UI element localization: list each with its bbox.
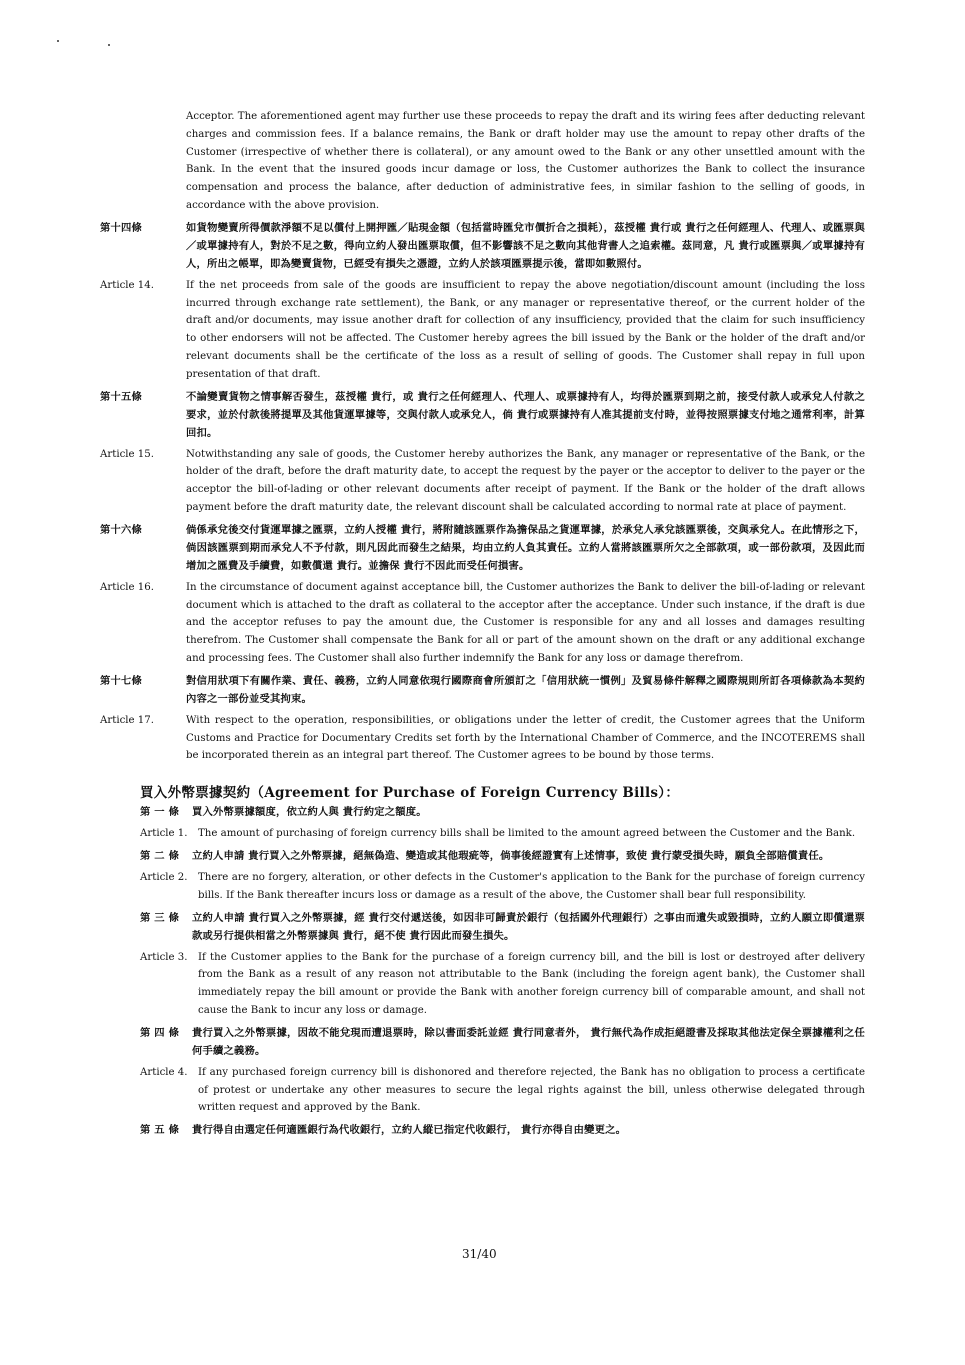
article-15-zh <box>100 388 865 442</box>
article-text: 對信用狀項下有關作業、責任、義務，立約人同意依現行國際商會所頒訂之「信用狀統一慣例」及貿易條件解釋之國際規則所訂各項條款為本契約內容之一部份並受其拘束。 <box>186 674 865 705</box>
article-label: 第十七條 <box>100 674 142 687</box>
page-number: 31/40 <box>462 1247 497 1261</box>
article-16-zh <box>100 521 865 575</box>
article-text: 立約人申請 貴行買入之外幣票據，經 貴行交付遞送後，如因非可歸責於銀行（包括國外代理銀行）之事由而遺失或毀損時，立約人願立即償還票款或另行提供相當之外幣票據與 貴行，絕不使 貴行因此而發生損失。 <box>192 911 865 942</box>
section-article-4-en <box>140 1064 865 1117</box>
article-label: Article 1. <box>140 828 188 840</box>
article-text: 貴行得自由選定任何適匯銀行為代收銀行，立約人縱已指定代收銀行， 貴行亦得自由變更之。 <box>192 1124 627 1137</box>
article-label: 第十五條 <box>100 390 142 403</box>
section-article-1-en <box>140 825 865 843</box>
article-label: Article 15. <box>100 448 155 460</box>
article-text: If any purchased foreign currency bill is dishonored and therefore rejected, the Bank has no obligation to process a certificate of protest or undertake any other measures to secure the legal rights against the bill, unless otherwise delegated through written request and approved by the Bank. <box>198 1066 865 1114</box>
article-text: 貴行買入之外幣票據，因故不能兌現而遭退票時，除以書面委託並經 貴行同意者外， 貴行無代為作成拒絕證書及採取其他法定保全票據權利之任何手續之義務。 <box>192 1026 865 1057</box>
article-text: 倘係承兌後交付貨運單據之匯票，立約人授權 貴行，將附隨該匯票作為擔保品之貨運單據，於承兌人承兌該匯票後，交與承兌人。在此情形之下，倘因該匯票到期而承兌人不予付款，則凡因此而發生之結果，均由立約人負其責任。立約人當將該匯票所欠之全部款項，或一部份款項，及因此而增加之匯費及手續費，如數償還 貴行。並擔保 貴行不因此而受任何損害。 <box>186 523 865 572</box>
article-label: 第 一 條 <box>140 806 180 819</box>
article-15-en <box>100 446 865 517</box>
article-text: 如貨物變賣所得價款淨額不足以償付上開押匯／貼現金額（包括當時匯兌市價折合之損耗），茲授權 貴行或 貴行之任何經理人、代理人、或匯票與／或單據持有人，對於不足之數，得向立約人發出匯票取償，但不影響該不足之數向其他背書人之追索權。茲同意，凡 貴行或匯票與／或單據持有人，所出之帳單，即為變賣貨物，已經受有損失之憑證，立約人於該項匯票提示後，當即如數照付。 <box>186 221 865 270</box>
article-16-en <box>100 579 865 668</box>
article-label: 第 三 條 <box>140 911 180 924</box>
scan-speck <box>57 40 59 42</box>
article-14-en <box>100 277 865 384</box>
article-label: 第 二 條 <box>140 849 180 862</box>
section-article-1-zh <box>140 803 865 821</box>
section-article-2-en <box>140 869 865 905</box>
article-text: If the Customer applies to the Bank for the purchase of a foreign currency bill, and the bill is lost or destroyed after delivery from the Bank as a result of any reason not attributable to the Bank (including the foreign agent bank), the Customer shall immediately repay the bill amount or provide the Bank with another foreign currency bill of comparable amount, and shall not cause the Bank to incur any loss or damage. <box>198 951 865 1016</box>
article-label: Article 16. <box>100 581 155 593</box>
article-text: With respect to the operation, responsibilities, or obligations under the letter of credit, the Customer agrees that the Uniform Customs and Practice for Documentary Credits set forth by the International Chamber of Commerce, and the INCOTEREMS shall be incorporated therein as an integral part thereof. The Customer agrees to be bound by those terms. <box>186 714 865 762</box>
article-text: 買入外幣票據額度，依立約人與 貴行約定之額度。 <box>192 806 427 819</box>
article-label: Article 3. <box>140 951 188 963</box>
article-label: Article 2. <box>140 871 188 883</box>
article-17-zh <box>100 672 865 708</box>
section-article-2-zh <box>140 847 865 865</box>
article-text: Notwithstanding any sale of goods, the Customer hereby authorizes the Bank, any manager or representative of the Bank, or the holder of the draft, before the draft maturity date, to accept the request by the payer or the acceptor to deliver to the payer or the acceptor the bill-of-lading or other relevant documents after receipt of payment. If the Bank or the holder of the draft allows payment before the draft maturity date, the relevant discount shall be calculated according to normal rate at place of payment. <box>186 448 865 513</box>
article-text: If the net proceeds from sale of the goods are insufficient to repay the above negotiation/discount amount (including the loss incurred through exchange rate settlement), the Bank, or any manager or representative thereof, or the current holder of the draft and/or documents, may issue another draft for collection of any insufficiency, provided that the claim for such insufficiency to other endorsers will not be affected. The Customer hereby agrees the bill issued by the Bank or the holder of the draft and/or relevant documents shall be the certificate of the loss as a result of selling of goods. The Customer shall repay in full upon presentation of that draft. <box>186 279 865 380</box>
intro-continuation: Acceptor. The aforementioned agent may further use these proceeds to repay the draft and its wiring fees after deducting relevant charges and commission fees. If a balance remains, the Bank or draft holder may use the amount to repay other drafts of the Customer (irrespective of whether there is collateral), or any amount owed to the Bank or any other unsettled amount with the Bank. In the event that the insured goods incur damage or loss, the Customer authorizes the Bank to collect the insurance compensation and process the balance, after deduction of administrative fees, in similar fashion to the selling of goods, in accordance with the above provision. <box>186 111 865 211</box>
article-17-en <box>100 712 865 765</box>
article-label: Article 4. <box>140 1066 188 1078</box>
article-text: 不論變賣貨物之情事解否發生，茲授權 貴行，或 貴行之任何經理人、代理人、或票據持有人，均得於匯票到期之前，接受付款人或承兌人付款之要求，並於付款後將提單及其他貨運單據等，交與付款人或承兌人，倘 貴行或票據持有人准其提前支付時，並得按照票據支付地之通常利率，計算回扣。 <box>186 390 865 439</box>
article-text: There are no forgery, alteration, or other defects in the Customer's application to the Bank for the purchase of foreign currency bills. If the Bank thereafter incurs loss or damage as a result of the above, the Customer shall bear full responsibility. <box>198 871 865 901</box>
section-article-5-zh <box>140 1121 865 1139</box>
scan-speck <box>108 44 110 46</box>
article-text: 立約人申請 貴行買入之外幣票據，絕無偽造、變造或其他瑕疵等，倘事後經證實有上述情事，致使 貴行蒙受損失時，願負全部賠償責任。 <box>192 849 830 862</box>
section-article-3-zh <box>140 909 865 945</box>
article-text: In the circumstance of document against acceptance bill, the Customer authorizes the Bank to deliver the bill-of-lading or relevant document which is attached to the draft as collateral to the acceptor after the acceptance. Under such instance, if the draft is due and the acceptor refuses to pay the amount due, the Customer is responsible for any and all losses and damages resulting therefrom. The Customer shall compensate the Bank for all or part of the amount shown on the draft or any additional exchange and processing fees. The Customer shall also further indemnify the Bank for any loss or damage therefrom. <box>186 581 865 664</box>
article-text: The amount of purchasing of foreign currency bills shall be limited to the amount agreed between the Customer and the Bank. <box>198 828 856 840</box>
document-page <box>100 108 865 1308</box>
article-label: 第十四條 <box>100 221 142 234</box>
section-article-3-en <box>140 949 865 1020</box>
section-article-4-zh <box>140 1024 865 1060</box>
article-label: 第 五 條 <box>140 1124 180 1137</box>
article-label: 第 四 條 <box>140 1026 180 1039</box>
article-14-zh <box>100 219 865 273</box>
article-label: Article 14. <box>100 279 155 291</box>
section-title: 買入外幣票據契約（Agreement for Purchase of Foreign Currency Bills）： <box>140 785 680 802</box>
article-label: Article 17. <box>100 714 155 726</box>
article-label: 第十六條 <box>100 523 142 536</box>
